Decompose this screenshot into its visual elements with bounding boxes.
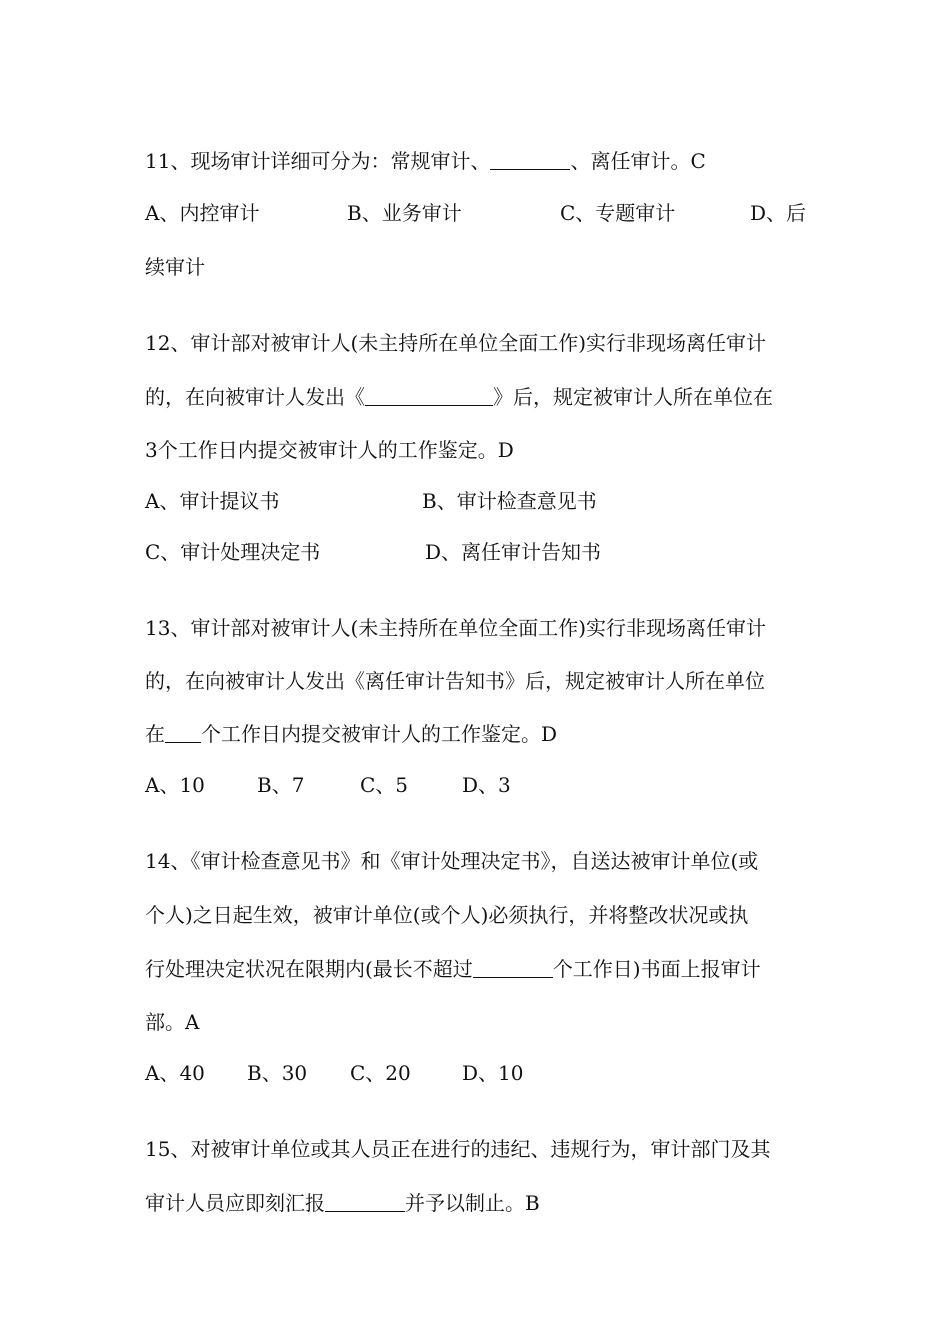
q14-option-d: D、10 [462, 1061, 524, 1085]
q14-stem-line1: 14、《审计检查意见书》和《审计处理决定书》，自送达被审计单位(或 [145, 849, 759, 873]
q11-stem-pre: 11、现场审计详细可分为：常规审计、 [145, 149, 491, 173]
q11-option-d: D、后 [750, 201, 807, 225]
q13-stem-post: 个工作日内提交被审计人的工作鉴定。D [201, 722, 558, 746]
q11-option-b: B、业务审计 [347, 201, 462, 225]
q11-option-c: C、专题审计 [560, 201, 676, 225]
q14-stem-line2: 个人)之日起生效，被审计单位(或个人)必须执行，并将整改状况或执 [145, 903, 749, 927]
q11-option-d-continued: 续审计 [145, 255, 205, 279]
q15-blank [325, 1191, 405, 1212]
q13-option-a: A、10 [145, 773, 205, 797]
q12-stem-line3: 3个工作日内提交被审计人的工作鉴定。D [145, 438, 514, 462]
q13-stem-pre: 在 [145, 722, 165, 746]
q13-option-b: B、7 [257, 773, 305, 797]
q14-stem-pre: 行处理决定状况在限期内(最长不超过 [145, 957, 473, 981]
q13-stem-line1: 13、审计部对被审计人(未主持所在单位全面工作)实行非现场离任审计 [145, 616, 767, 640]
q13-stem-line2: 的，在向被审计人发出《离任审计告知书》后，规定被审计人所在单位 [145, 669, 765, 693]
q14-stem-post: 个工作日)书面上报审计 [552, 957, 761, 981]
q15-stem-line2 [145, 1190, 540, 1216]
q14-stem-line3 [145, 956, 761, 982]
q11-stem-post: 、离任审计。C [570, 149, 706, 173]
q14-option-c: C、20 [350, 1061, 411, 1085]
q12-stem-line2 [145, 384, 773, 410]
q15-stem-post: 并予以制止。B [405, 1191, 540, 1215]
q14-option-b: B、30 [247, 1061, 308, 1085]
q12-option-c: C、审计处理决定书 [145, 540, 321, 564]
q13-stem-line3 [145, 721, 557, 747]
q14-stem-line4: 部。A [145, 1010, 200, 1034]
q12-stem-line1: 12、审计部对被审计人(未主持所在单位全面工作)实行非现场离任审计 [145, 331, 767, 355]
q14-blank [473, 957, 553, 978]
q14-option-a: A、40 [145, 1061, 205, 1085]
q15-stem-line1: 15、对被审计单位或其人员正在进行的违纪、违规行为，审计部门及其 [145, 1137, 771, 1161]
q15-stem-pre: 审计人员应即刻汇报 [145, 1191, 325, 1215]
q13-option-c: C、5 [360, 773, 409, 797]
q12-option-b: B、审计检查意见书 [422, 489, 597, 513]
q12-blank [365, 385, 493, 406]
q11-stem-line1 [145, 148, 706, 174]
q12-option-a: A、审计提议书 [145, 489, 280, 513]
q11-blank [490, 149, 570, 170]
q12-stem-pre: 的，在向被审计人发出《 [145, 385, 365, 409]
q11-option-a: A、内控审计 [145, 201, 260, 225]
q13-option-d: D、3 [462, 773, 511, 797]
q13-blank [165, 722, 201, 743]
q12-option-d: D、离任审计告知书 [425, 540, 602, 564]
q12-stem-post: 》后，规定被审计人所在单位在 [493, 385, 773, 409]
